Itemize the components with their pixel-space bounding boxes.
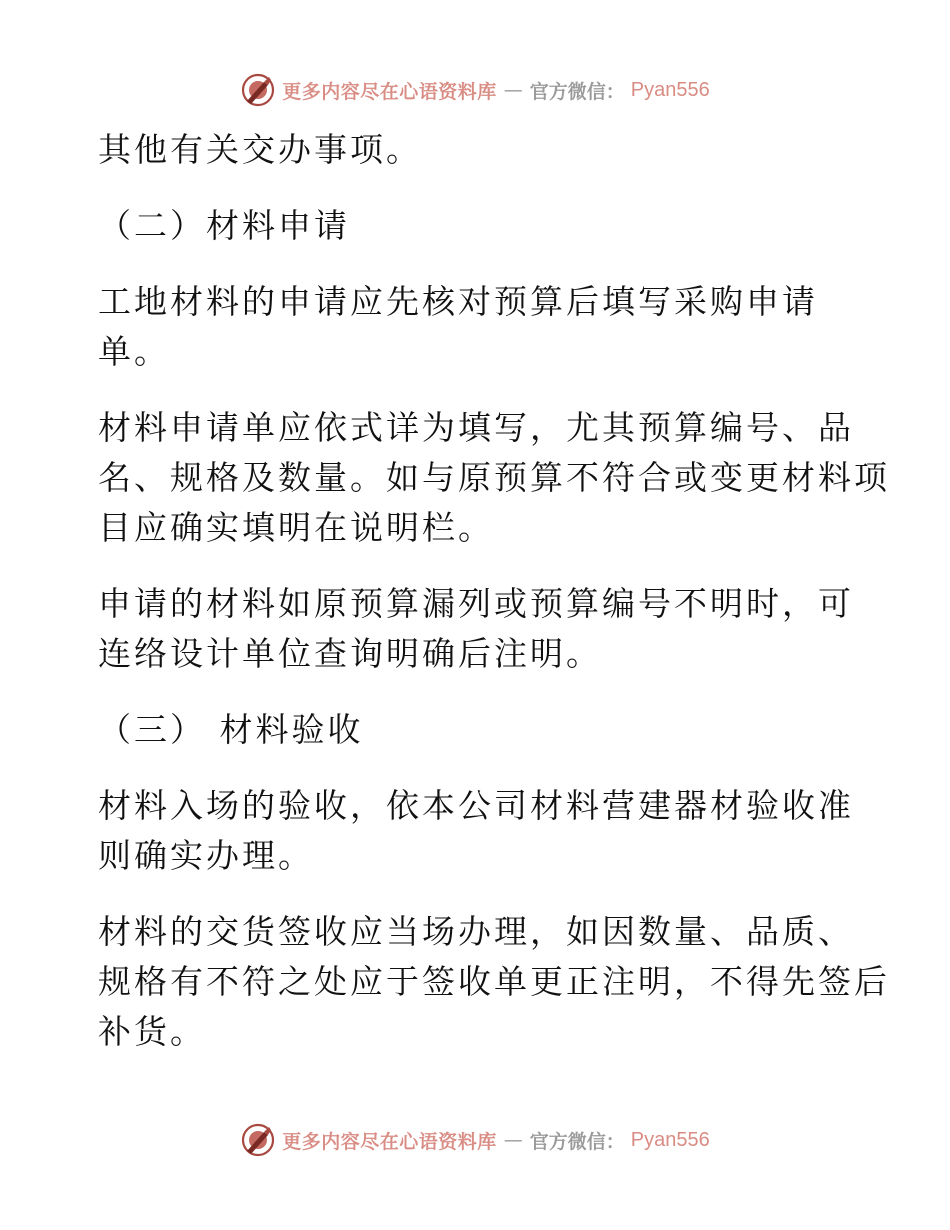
pen-logo-icon [240, 72, 276, 108]
footer-watermark [0, 1118, 950, 1162]
paragraph [98, 125, 858, 175]
text-line: 材料申请单应依式详为填写，尤其预算编号、品 [98, 408, 854, 447]
text-line: （二）材料申请 [98, 206, 350, 245]
watermark-wechat-id: Pyan556 [630, 1128, 710, 1151]
text-line: 则确实办理。 [98, 836, 314, 875]
watermark-wechat-label: 官方微信： [529, 1130, 625, 1153]
document-body [98, 125, 890, 1057]
text-line: （三） 材料验收 [98, 710, 364, 749]
pen-logo-icon [240, 1122, 276, 1158]
text-line: 补货。 [98, 1012, 206, 1051]
header-watermark [0, 68, 950, 112]
watermark-wechat-id: Pyan556 [630, 78, 710, 101]
text-line: 材料入场的验收，依本公司材料营建器材验收准 [98, 786, 854, 825]
watermark-wechat-label: 官方微信： [529, 80, 625, 103]
paragraph [98, 403, 890, 553]
paragraph [98, 277, 858, 377]
section-heading [98, 705, 858, 755]
text-line: 目应确实填明在说明栏。 [98, 508, 494, 547]
watermark-text: 更多内容尽在心语资料库 [282, 1130, 497, 1153]
text-line: 名、规格及数量。如与原预算不符合或变更材料项 [98, 458, 890, 497]
watermark-text: 更多内容尽在心语资料库 [282, 80, 497, 103]
text-line: 连络设计单位查询明确后注明。 [98, 634, 602, 673]
paragraph [98, 907, 890, 1057]
paragraph [98, 579, 858, 679]
text-line: 材料的交货签收应当场办理，如因数量、品质、 [98, 912, 854, 951]
text-line: 规格有不符之处应于签收单更正注明，不得先签后 [98, 962, 890, 1001]
text-line: 工地材料的申请应先核对预算后填写采购申请 [98, 282, 818, 321]
text-line: 申请的材料如原预算漏列或预算编号不明时，可 [98, 584, 854, 623]
watermark-group [240, 1122, 710, 1158]
watermark-separator: — [503, 1129, 523, 1151]
text-line: 单。 [98, 332, 170, 371]
text-line: 其他有关交办事项。 [98, 130, 422, 169]
watermark-separator: — [503, 79, 523, 101]
paragraph [98, 781, 858, 881]
watermark-group [240, 72, 710, 108]
section-heading [98, 201, 858, 251]
